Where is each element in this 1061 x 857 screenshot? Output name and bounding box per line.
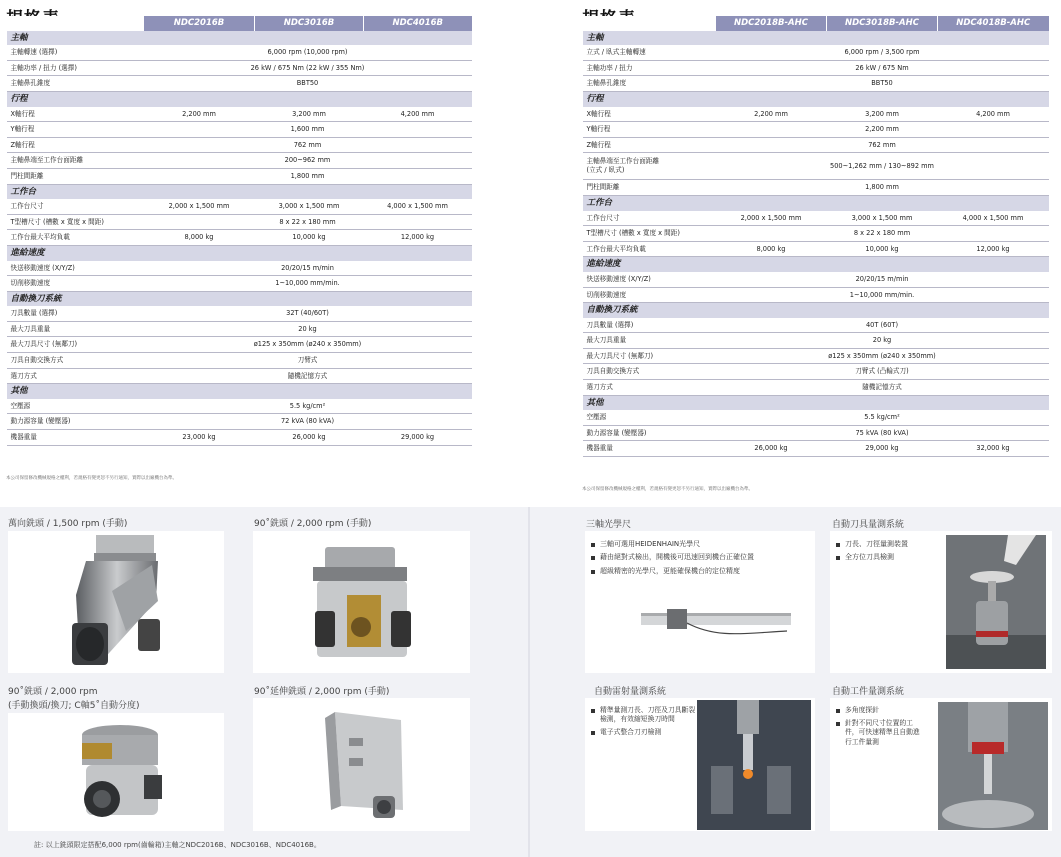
list-item xyxy=(591,706,696,724)
spec-label: 最大刀具重量 xyxy=(7,321,144,337)
spec-label: 門柱間距離 xyxy=(7,168,144,184)
section-label: 行程 xyxy=(7,91,472,106)
spec-value: ø125 x 350mm (ø240 x 350mm) xyxy=(716,348,1049,364)
spec-value: ø125 x 350mm (ø240 x 350mm) xyxy=(144,337,472,353)
head-caption-90: 90˚銑頭 / 2,000 rpm (手動) xyxy=(254,519,372,529)
feature-card-tool-measure xyxy=(830,531,1052,673)
spec-header-model: NDC4018B-AHC xyxy=(938,16,1049,31)
heads-footnote: 註: 以上銑頭限定搭配6,000 rpm(齒輪箱)主軸之NDC2016B、NDC3016B、NDC4016B。 xyxy=(34,841,321,849)
list-item: 多角度探針 xyxy=(836,706,925,715)
spec-value: 2,200 mm xyxy=(144,107,255,122)
spec-value: 20/20/15 m/min xyxy=(144,261,472,276)
table-row xyxy=(7,414,472,430)
spec-label: 刀具數量 (選擇) xyxy=(583,318,716,333)
spec-value: 10,000 kg xyxy=(827,241,938,257)
section-label: 工作台 xyxy=(7,184,472,199)
list-item: 電子式整合刀刃檢測 xyxy=(591,728,696,737)
spec-label: 空壓源 xyxy=(7,399,144,414)
spec-label: 立式 / 臥式主軸轉速 xyxy=(583,45,716,60)
section-divider xyxy=(528,507,530,857)
spec-label: 切削移動速度 xyxy=(583,287,716,303)
spec-value: 1~10,000 mm/min. xyxy=(716,287,1049,303)
table-row xyxy=(583,364,1049,380)
spec-value: 6,000 rpm (10,000 rpm) xyxy=(144,45,472,60)
table-row xyxy=(7,230,472,246)
spec-value: 20 kg xyxy=(716,333,1049,349)
spec-label: 主軸鼻端至工作台面距離 xyxy=(7,153,144,169)
list-item xyxy=(836,719,925,747)
spec-value: 4,200 mm xyxy=(364,107,472,122)
table-row xyxy=(583,211,1049,226)
head-photo-90-auto xyxy=(8,713,224,831)
spec-value: 隨機記憶方式 xyxy=(144,368,472,384)
universal-head-image xyxy=(8,531,224,673)
spec-value: BBT50 xyxy=(716,76,1049,92)
table-row xyxy=(583,333,1049,349)
spec-value: 32,000 kg xyxy=(938,441,1049,457)
feature-card-workpiece xyxy=(830,698,1052,831)
spec-value: 23,000 kg xyxy=(144,430,255,446)
list-item-text: 精準量測刀長、刀徑及刀具斷裂檢測，有效縮短換刀時間 xyxy=(600,706,696,724)
spec-value: 6,000 rpm / 3,500 rpm xyxy=(716,45,1049,60)
spec-value: 1,800 mm xyxy=(144,168,472,184)
table-row xyxy=(583,287,1049,303)
table-row xyxy=(7,122,472,138)
table-row xyxy=(7,137,472,153)
spec-label: 刀具數量 (選擇) xyxy=(7,306,144,321)
table-row xyxy=(7,321,472,337)
spec-label: X軸行程 xyxy=(7,107,144,122)
spec-label: 動力源容量 (變壓器) xyxy=(7,414,144,430)
spec-value: 10,000 kg xyxy=(255,230,364,246)
head-photo-90 xyxy=(253,531,470,673)
extended-head-image xyxy=(253,698,470,831)
spec-header-blank xyxy=(7,16,144,31)
section-label: 其他 xyxy=(583,395,1049,410)
spec-value: 26,000 kg xyxy=(716,441,827,457)
spec-section-header xyxy=(7,291,472,306)
spec-label: 刀具自動交換方式 xyxy=(7,353,144,369)
spec-value: 3,200 mm xyxy=(255,107,364,122)
spec-section-header xyxy=(583,195,1049,210)
spec-value: 500~1,262 mm / 130~892 mm xyxy=(716,153,1049,180)
spec-value: 1,600 mm xyxy=(144,122,472,138)
section-label: 主軸 xyxy=(7,31,472,46)
table-row xyxy=(583,76,1049,92)
table-row xyxy=(7,368,472,384)
table-row xyxy=(583,318,1049,333)
spec-value: 2,200 mm xyxy=(716,107,827,122)
spec-value: 3,000 x 1,500 mm xyxy=(255,199,364,214)
spec-label: Y軸行程 xyxy=(583,122,716,138)
spec-value: 3,000 x 1,500 mm xyxy=(827,211,938,226)
spec-value: 2,200 mm xyxy=(716,122,1049,138)
spec-label: 主軸鼻端至工作台面距離 (立式 / 臥式) xyxy=(583,153,716,180)
spec-label: 工作台最大平均負載 xyxy=(7,230,144,246)
spec-label: 主軸鼻孔錐度 xyxy=(7,76,144,92)
spec-section-header xyxy=(7,184,472,199)
tool-measure-list xyxy=(836,540,908,567)
spec-section-header xyxy=(7,245,472,260)
spec-label: 選刀方式 xyxy=(583,380,716,396)
indexing-head-image xyxy=(8,713,224,831)
section-label: 自動換刀系統 xyxy=(7,291,472,306)
feature-card-optical-scale xyxy=(585,531,815,673)
spec-label: T型槽尺寸 (槽數 x 寬度 x 間距) xyxy=(583,226,716,242)
optical-scale-list xyxy=(591,540,754,580)
spec-value: 200~962 mm xyxy=(144,153,472,169)
table-row xyxy=(7,168,472,184)
spec-value: 762 mm xyxy=(144,137,472,153)
optical-scale-image xyxy=(637,599,797,659)
spec-label: T型槽尺寸 (槽數 x 寬度 x 間距) xyxy=(7,214,144,230)
spec-value: 12,000 kg xyxy=(938,241,1049,257)
spec-value: 2,000 x 1,500 mm xyxy=(144,199,255,214)
spec-value: 26 kW / 675 Nm (22 kW / 355 Nm) xyxy=(144,60,472,76)
spec-header-model: NDC2018B-AHC xyxy=(716,16,827,31)
head-caption-90-auto-sub: (手動換頭/換刀; C軸5˚自動分度) xyxy=(8,701,140,711)
section-label: 進給速度 xyxy=(7,245,472,260)
spec-value: 8 x 22 x 180 mm xyxy=(716,226,1049,242)
spec-value: 762 mm xyxy=(716,137,1049,153)
list-item: 超級精密的光學尺，更能確保機台的定位精度 xyxy=(591,567,754,576)
spec-value: 4,000 x 1,500 mm xyxy=(938,211,1049,226)
spec-label: X軸行程 xyxy=(583,107,716,122)
spec-label: 快送移動速度 (X/Y/Z) xyxy=(583,272,716,287)
spec-value: 刀臂式 xyxy=(144,353,472,369)
table-row xyxy=(7,60,472,76)
table-row xyxy=(583,425,1049,441)
section-label: 主軸 xyxy=(583,31,1049,46)
table-row xyxy=(7,214,472,230)
spec-section-header xyxy=(7,91,472,106)
section-label: 其他 xyxy=(7,384,472,399)
table-row xyxy=(583,137,1049,153)
table-row xyxy=(583,153,1049,180)
table-row xyxy=(7,399,472,414)
spec-label: Z軸行程 xyxy=(583,137,716,153)
spec-value: 2,000 x 1,500 mm xyxy=(716,211,827,226)
table-row xyxy=(7,276,472,292)
table-row xyxy=(7,107,472,122)
feature-title-workpiece: 自動工件量測系統 xyxy=(832,687,905,697)
head-photo-90-extended xyxy=(253,698,470,831)
table-row xyxy=(583,226,1049,242)
spec-value: 刀臂式 (凸輪式刀) xyxy=(716,364,1049,380)
spec-section-header xyxy=(7,384,472,399)
spec-value: BBT50 xyxy=(144,76,472,92)
section-label: 工作台 xyxy=(583,195,1049,210)
spec-value: 40T (60T) xyxy=(716,318,1049,333)
spec-value: 32T (40/60T) xyxy=(144,306,472,321)
spec-value: 29,000 kg xyxy=(827,441,938,457)
spec-label: Y軸行程 xyxy=(7,122,144,138)
spec-label: 主軸功率 / 扭力 xyxy=(583,60,716,76)
feature-title-optical-scale: 三軸光學尺 xyxy=(586,520,632,530)
spec-label: 主軸鼻孔錐度 xyxy=(583,76,716,92)
head-caption-90-extended: 90˚延伸銑頭 / 2,000 rpm (手動) xyxy=(254,687,390,697)
table-row xyxy=(583,380,1049,396)
list-item: 全方位刀具檢測 xyxy=(836,553,908,562)
table-row xyxy=(7,261,472,276)
spec-value: 26 kW / 675 Nm xyxy=(716,60,1049,76)
spec-section-header xyxy=(583,257,1049,272)
table-row xyxy=(7,76,472,92)
spec-label: 選刀方式 xyxy=(7,368,144,384)
table-row xyxy=(7,306,472,321)
spec-value: 4,200 mm xyxy=(938,107,1049,122)
table-row xyxy=(583,272,1049,287)
head-photo-universal xyxy=(8,531,224,673)
spec-value: 20/20/15 m/min xyxy=(716,272,1049,287)
spec-label: 最大刀具尺寸 (無鄰刀) xyxy=(583,348,716,364)
list-item: 刀長、刀徑量測裝置 xyxy=(836,540,908,549)
spec-note: 本公司保留修改機械規格之權利，若規格有變更恕不另行通知，實際以出廠機台為準。 xyxy=(582,487,753,492)
section-label: 進給速度 xyxy=(583,257,1049,272)
tool-probe-image xyxy=(946,535,1046,669)
right-angle-head-image xyxy=(253,531,470,673)
spec-note: 本公司保留修改機械規格之權利，若規格有變更恕不另行通知，實際以出廠機台為準。 xyxy=(6,476,177,481)
spec-table xyxy=(6,16,472,446)
table-row xyxy=(7,153,472,169)
spec-label: 動力源容量 (變壓器) xyxy=(583,425,716,441)
spec-header-model: NDC2016B xyxy=(144,16,255,31)
spec-header-model: NDC3016B xyxy=(255,16,364,31)
spec-value: 4,000 x 1,500 mm xyxy=(364,199,472,214)
feature-card-laser xyxy=(585,698,815,831)
table-row xyxy=(583,441,1049,457)
spec-label: 空壓源 xyxy=(583,410,716,425)
spec-value: 5.5 kg/cm² xyxy=(144,399,472,414)
spec-section-header xyxy=(583,303,1049,318)
spec-label: 門柱間距離 xyxy=(583,180,716,196)
spec-label: 工作台最大平均負載 xyxy=(583,241,716,257)
spec-value: 隨機記憶方式 xyxy=(716,380,1049,396)
head-caption-90-auto: 90˚銑頭 / 2,000 rpm xyxy=(8,687,98,697)
spec-label: 快送移動速度 (X/Y/Z) xyxy=(7,261,144,276)
spec-value: 72 kVA (80 kVA) xyxy=(144,414,472,430)
spec-label: 最大刀具尺寸 (無鄰刀) xyxy=(7,337,144,353)
table-row xyxy=(7,337,472,353)
table-row xyxy=(583,348,1049,364)
laser-measure-image xyxy=(697,700,811,830)
spec-header-blank xyxy=(583,16,716,31)
spec-value: 8,000 kg xyxy=(716,241,827,257)
spec-value: 1~10,000 mm/min. xyxy=(144,276,472,292)
list-item: 三軸可選用HEIDENHAIN光學尺 xyxy=(591,540,754,549)
workpiece-probe-image xyxy=(938,702,1048,830)
section-label: 行程 xyxy=(583,91,1049,106)
spec-value: 1,800 mm xyxy=(716,180,1049,196)
laser-list xyxy=(591,706,696,742)
spec-label: 機器重量 xyxy=(583,441,716,457)
spec-label: 切削移動速度 xyxy=(7,276,144,292)
spec-label: Z軸行程 xyxy=(7,137,144,153)
list-item: 藉由絕對式檢出，開機後可迅速回到機台正確位置 xyxy=(591,553,754,562)
spec-value: 26,000 kg xyxy=(255,430,364,446)
spec-section-header xyxy=(583,91,1049,106)
spec-section-header xyxy=(7,31,472,46)
spec-value: 12,000 kg xyxy=(364,230,472,246)
head-caption-universal: 萬向銑頭 / 1,500 rpm (手動) xyxy=(8,519,128,529)
table-row xyxy=(7,199,472,214)
spec-value: 3,200 mm xyxy=(827,107,938,122)
section-label: 自動換刀系統 xyxy=(583,303,1049,318)
table-row xyxy=(7,353,472,369)
feature-title-tool-measure: 自動刀具量測系統 xyxy=(832,520,905,530)
table-row xyxy=(7,45,472,60)
table-row xyxy=(583,60,1049,76)
spec-section-header xyxy=(583,31,1049,46)
spec-value: 29,000 kg xyxy=(364,430,472,446)
workpiece-list xyxy=(836,706,925,751)
spec-value: 20 kg xyxy=(144,321,472,337)
spec-table xyxy=(582,16,1049,457)
spec-label: 工作台尺寸 xyxy=(583,211,716,226)
spec-label: 刀具自動交換方式 xyxy=(583,364,716,380)
feature-title-laser: 自動雷射量測系統 xyxy=(594,687,667,697)
table-row xyxy=(583,180,1049,196)
spec-label: 工作台尺寸 xyxy=(7,199,144,214)
table-row xyxy=(583,107,1049,122)
spec-label: 主軸轉速 (選擇) xyxy=(7,45,144,60)
spec-label: 最大刀具重量 xyxy=(583,333,716,349)
table-row xyxy=(583,122,1049,138)
spec-value: 8 x 22 x 180 mm xyxy=(144,214,472,230)
list-item-text: 針對不同尺寸位置的工件，可快速精準且自動進行工件量測 xyxy=(845,719,920,746)
spec-header-model: NDC3018B-AHC xyxy=(827,16,938,31)
spec-value: 8,000 kg xyxy=(144,230,255,246)
spec-value: 5.5 kg/cm² xyxy=(716,410,1049,425)
spec-header-model: NDC4016B xyxy=(364,16,472,31)
spec-value: 75 kVA (80 kVA) xyxy=(716,425,1049,441)
table-row xyxy=(583,410,1049,425)
table-row xyxy=(7,430,472,446)
table-row xyxy=(583,45,1049,60)
spec-section-header xyxy=(583,395,1049,410)
table-row xyxy=(583,241,1049,257)
spec-label: 機器重量 xyxy=(7,430,144,446)
spec-label: 主軸功率 / 扭力 (選擇) xyxy=(7,60,144,76)
